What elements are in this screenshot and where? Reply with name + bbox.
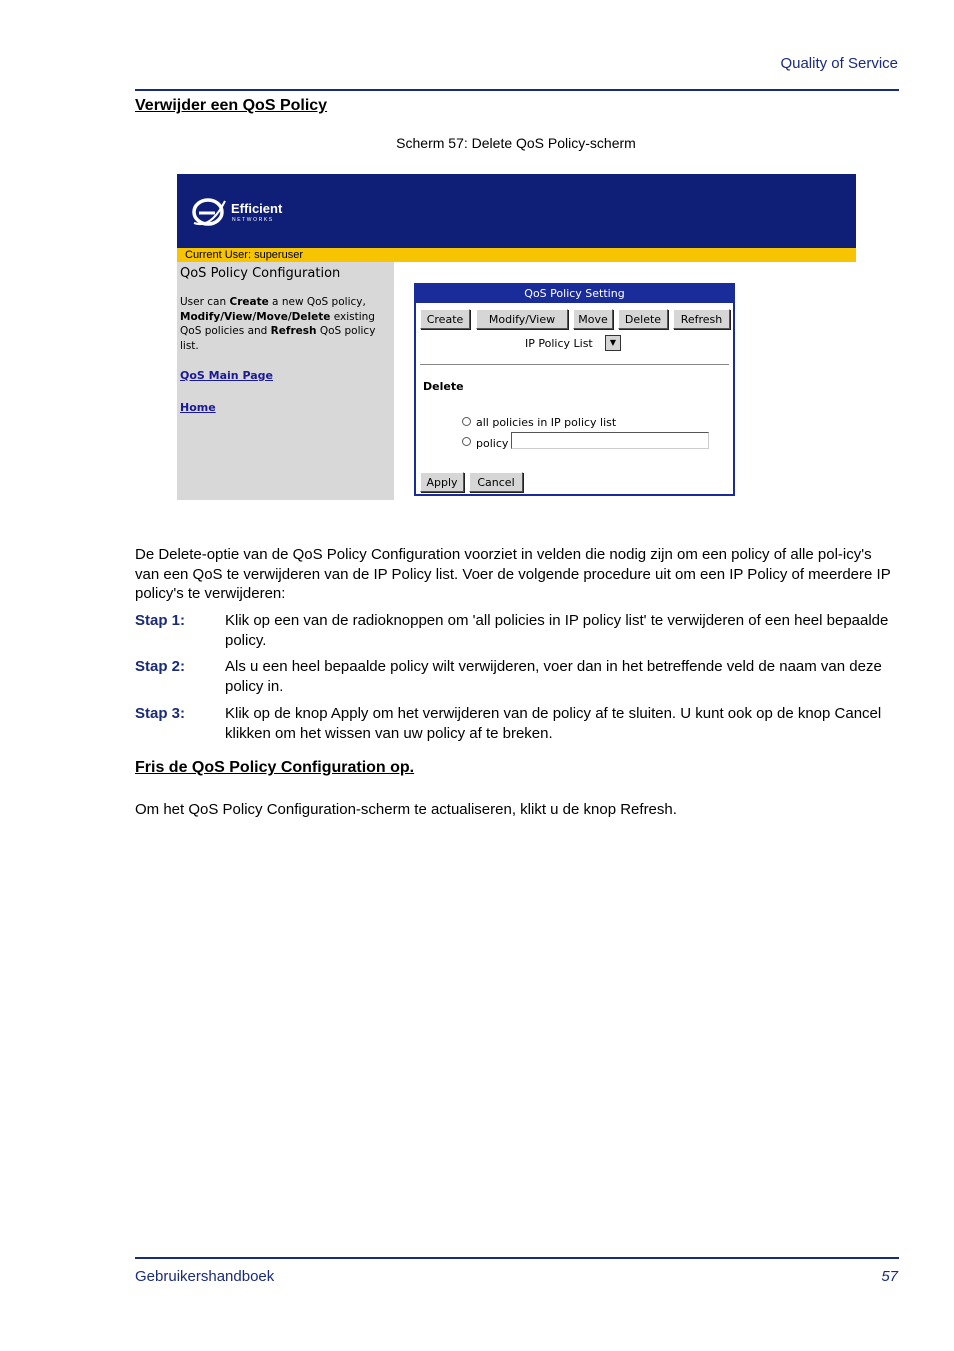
create-button[interactable]: Create — [420, 309, 470, 329]
page-number: 57 — [881, 1268, 898, 1285]
running-header: Quality of Service — [780, 55, 898, 72]
figure-caption: Scherm 57: Delete QoS Policy-scherm — [396, 135, 636, 151]
footer-rule — [135, 1257, 899, 1259]
home-link[interactable]: Home — [180, 401, 216, 414]
delete-section-label: Delete — [423, 380, 464, 393]
step-2-label: Stap 2: — [135, 658, 186, 675]
refresh-paragraph: Om het QoS Policy Configuration-scherm te actualiseren, klikt u de knop Refresh. — [135, 801, 677, 818]
delete-button[interactable]: Delete — [618, 309, 668, 329]
screenshot-figure — [177, 174, 856, 502]
step-3-label: Stap 3: — [135, 705, 186, 722]
step-1-text: Klik op een van de radioknoppen om 'all policies in IP policy list' te verwijderen of een heel bepaalde policy. — [225, 612, 889, 649]
footer-manual-title: Gebruikershandboek — [135, 1268, 275, 1285]
step-3-text: Klik op de knop Apply om het verwijderen van de policy af te sluiten. U kunt ook op de knop Cancel klikken om het wissen van uw policy af te breken. — [225, 705, 882, 742]
chevron-down-icon: ▼ — [609, 338, 617, 347]
ip-policy-list-dropdown[interactable] — [605, 335, 621, 351]
sidebar-description: User can Create a new QoS policy, Modify/View/Move/Delete existing QoS policies and Refresh QoS policy list. — [180, 296, 376, 352]
policy-name-input[interactable] — [511, 432, 709, 449]
intro-paragraph: De Delete-optie van de QoS Policy Configuration voorziet in velden die nodig zijn om een policy of alle pol-icy's van een QoS te verwijderen van de IP Policy list. Voer de volgende procedure uit om een IP Policy of meerdere IP policy's te verwijderen: — [135, 546, 891, 602]
radio-all-policies-label: all policies in IP policy list — [476, 416, 617, 429]
sidebar — [177, 262, 394, 500]
move-button[interactable]: Move — [573, 309, 613, 329]
qos-main-page-link[interactable]: QoS Main Page — [180, 369, 273, 382]
radio-single-policy-label: policy — [476, 437, 509, 450]
section-title-refresh: Fris de QoS Policy Configuration op. — [135, 759, 415, 776]
ip-policy-list-label: IP Policy List — [525, 337, 593, 350]
step-2-text: Als u een heel bepaalde policy wilt verwijderen, voer dan in het betreffende veld de naam van deze policy in. — [225, 658, 882, 695]
logo-subtitle: NETWORKS — [232, 217, 274, 223]
panel-title: QoS Policy Setting — [416, 285, 733, 303]
modify-view-button[interactable]: Modify/View — [476, 309, 568, 329]
cancel-button[interactable]: Cancel — [469, 472, 523, 492]
sidebar-title: QoS Policy Configuration — [180, 266, 341, 281]
apply-button[interactable]: Apply — [420, 472, 464, 492]
section-title-delete: Verwijder een QoS Policy — [135, 97, 328, 114]
refresh-button[interactable]: Refresh — [673, 309, 730, 329]
header-rule — [135, 89, 899, 91]
logo-wordmark: Efficient — [231, 201, 283, 216]
radio-all-policies[interactable] — [462, 417, 471, 426]
qos-policy-setting-panel — [414, 283, 735, 496]
panel-divider — [420, 364, 729, 365]
current-user-bar: Current User: superuser — [177, 248, 856, 262]
efficient-networks-logo — [191, 195, 301, 229]
step-1-label: Stap 1: — [135, 612, 186, 629]
brand-banner — [177, 174, 856, 248]
radio-single-policy[interactable] — [462, 437, 471, 446]
